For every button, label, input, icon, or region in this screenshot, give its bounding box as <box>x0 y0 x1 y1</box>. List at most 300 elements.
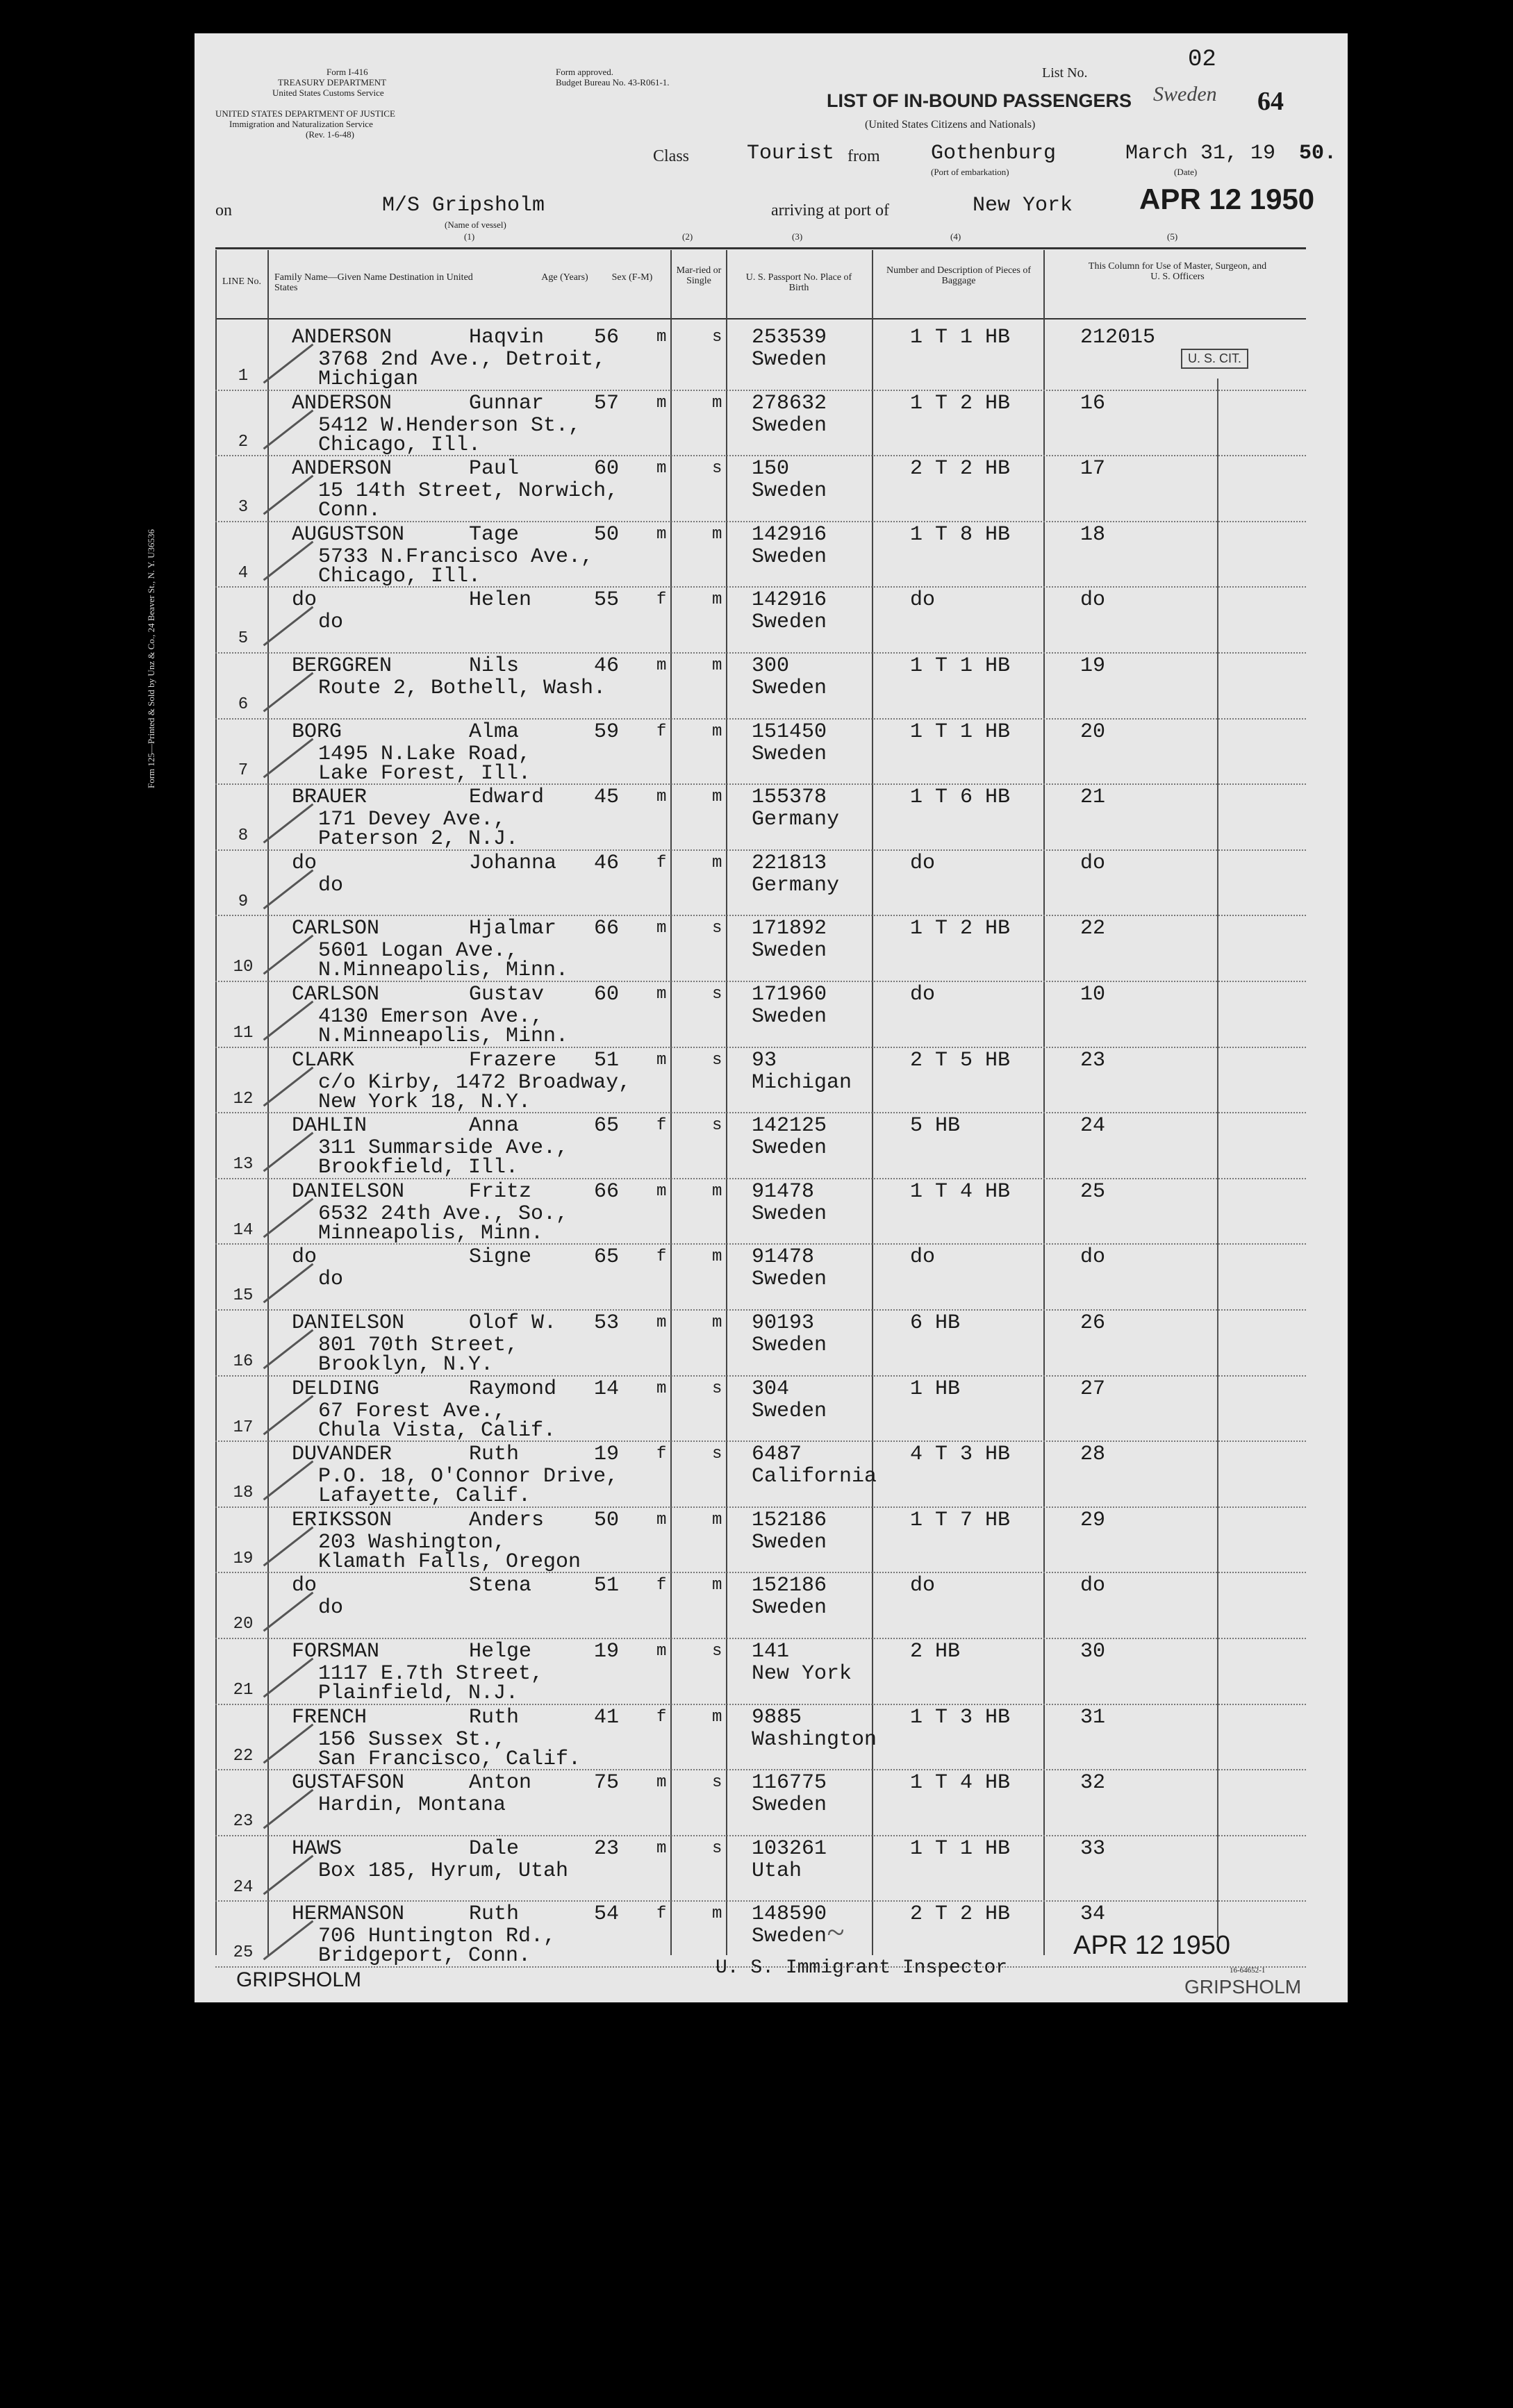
header-age: Age (Years) <box>541 272 588 283</box>
baggage: 1 T 2 HB <box>910 917 1011 941</box>
age: 66 <box>594 917 620 941</box>
address-line-2: Minneapolis, Minn. <box>318 1221 544 1245</box>
age: 55 <box>594 588 620 613</box>
officer-number: 10 <box>1080 983 1106 1006</box>
passport-number: 300 <box>752 654 790 678</box>
marital-status: s <box>712 1116 722 1136</box>
given-name: Olof W. <box>469 1311 557 1335</box>
vessel-caption: (Name of vessel) <box>445 219 506 230</box>
sex: m <box>656 1510 667 1529</box>
date-caption: (Date) <box>1174 167 1198 177</box>
table-top-rule <box>215 247 1306 249</box>
given-name: Edward <box>469 786 545 810</box>
list-subtitle: (United States Citizens and Nationals) <box>865 119 1036 131</box>
baggage: 1 T 4 HB <box>910 1179 1011 1204</box>
address-line-2: Chicago, Ill. <box>318 564 481 588</box>
family-name: CLARK <box>292 1048 355 1072</box>
officer-number: 30 <box>1080 1640 1106 1663</box>
baggage: 1 T 3 HB <box>910 1705 1011 1729</box>
family-name: DUVANDER <box>292 1443 392 1467</box>
officer-number: 18 <box>1080 522 1106 547</box>
marital-status: m <box>712 1247 722 1267</box>
baggage: 1 T 1 HB <box>910 1836 1011 1861</box>
officer-number: 25 <box>1080 1179 1106 1204</box>
passport-number: 253539 <box>752 326 827 349</box>
place-of-birth: Sweden <box>752 1334 827 1357</box>
place-of-birth: Sweden <box>752 1005 827 1029</box>
us-citizen-stamp: U. S. CIT. <box>1181 349 1248 369</box>
line-number: 7 <box>238 761 249 780</box>
table-row <box>0 983 1513 1049</box>
marital-status: m <box>712 853 722 872</box>
marital-status: m <box>712 590 722 610</box>
family-name: CARLSON <box>292 917 380 941</box>
line-number: 3 <box>238 498 249 517</box>
family-name: HAWS <box>292 1836 342 1861</box>
address-line-2: San Francisco, Calif. <box>318 1747 581 1771</box>
place-of-birth: Germany <box>752 808 840 832</box>
footer-code: 16-64652-1 <box>1230 1966 1266 1975</box>
address-line-2: Lafayette, Calif. <box>318 1484 531 1509</box>
line-number: 24 <box>233 1877 254 1897</box>
table-row <box>0 1575 1513 1640</box>
header-line-no: LINE No. <box>222 276 261 287</box>
place-of-birth: Sweden <box>752 413 827 438</box>
officer-number: 27 <box>1080 1377 1106 1401</box>
baggage: do <box>910 1245 936 1270</box>
budget-label: Budget Bureau No. 43-R061-1. <box>556 77 670 88</box>
given-name: Frazere <box>469 1048 557 1072</box>
family-name: ERIKSSON <box>292 1508 392 1532</box>
officer-number: 26 <box>1080 1311 1106 1335</box>
baggage: 1 HB <box>910 1377 961 1401</box>
passport-number: 171960 <box>752 983 827 1006</box>
address-line-1: Route 2, Bothell, Wash. <box>318 676 606 700</box>
address-line-2: Michigan <box>318 367 419 391</box>
punch-hole <box>129 229 163 263</box>
page-number: 64 <box>1257 87 1284 116</box>
table-row <box>0 655 1513 720</box>
line-number: 9 <box>238 892 249 911</box>
given-name: Anders <box>469 1508 545 1532</box>
family-name: DANIELSON <box>292 1311 405 1335</box>
age: 50 <box>594 1508 620 1532</box>
age: 41 <box>594 1705 620 1729</box>
address-line-1: do <box>318 1596 344 1620</box>
passport-number: 304 <box>752 1377 790 1401</box>
justice-label: UNITED STATES DEPARTMENT OF JUSTICE <box>215 108 395 119</box>
header-baggage: Number and Description of Pieces of Baggage <box>886 265 1031 286</box>
address-line-2: Chula Vista, Calif. <box>318 1418 556 1443</box>
family-name: BERGGREN <box>292 654 392 678</box>
given-name: Hjalmar <box>469 917 557 941</box>
age: 46 <box>594 851 620 875</box>
table-row <box>0 589 1513 654</box>
address-line-1: 706 Huntington Rd., <box>318 1925 556 1949</box>
family-name: BORG <box>292 720 342 744</box>
table-row <box>0 524 1513 589</box>
sex: m <box>656 1379 667 1398</box>
year-value: 50. <box>1299 142 1337 165</box>
address-line-2: Klamath Falls, Oregon <box>318 1550 581 1574</box>
baggage: 4 T 3 HB <box>910 1443 1011 1467</box>
inspector-signature: ~ <box>827 1914 844 1950</box>
passport-number: 151450 <box>752 720 827 744</box>
officer-number: 29 <box>1080 1508 1106 1532</box>
baggage: 2 HB <box>910 1640 961 1663</box>
given-name: Helge <box>469 1640 532 1663</box>
header-sex: Sex (F-M) <box>611 272 653 283</box>
passport-number: 6487 <box>752 1443 802 1467</box>
age: 66 <box>594 1179 620 1204</box>
line-number: 6 <box>238 695 249 714</box>
table-row <box>0 1312 1513 1377</box>
given-name: Stena <box>469 1574 532 1598</box>
officer-number: 22 <box>1080 917 1106 941</box>
baggage: do <box>910 851 936 875</box>
passport-number: 142916 <box>752 522 827 547</box>
age: 65 <box>594 1114 620 1138</box>
from-label: from <box>848 147 880 165</box>
treasury-label: TREASURY DEPARTMENT <box>278 77 387 88</box>
given-name: Nils <box>469 654 520 678</box>
footer-vessel: GRIPSHOLM <box>236 1968 362 1991</box>
sex: f <box>656 1116 667 1136</box>
marital-status: s <box>712 459 722 479</box>
address-line-2: N.Minneapolis, Minn. <box>318 958 569 983</box>
line-number: 20 <box>233 1615 254 1634</box>
baggage: 2 T 5 HB <box>910 1048 1011 1072</box>
passport-number: 150 <box>752 457 790 481</box>
line-number: 11 <box>233 1024 254 1043</box>
table-row <box>0 917 1513 983</box>
baggage: 1 T 2 HB <box>910 391 1011 415</box>
marital-status: s <box>712 1050 722 1070</box>
marital-status: m <box>712 393 722 413</box>
line-number: 1 <box>238 367 249 385</box>
col-num-5: (5) <box>1167 231 1178 242</box>
place-of-birth: Sweden <box>752 348 827 372</box>
punch-hole <box>154 86 188 119</box>
marital-status: m <box>712 1576 722 1595</box>
place-of-birth: Sweden <box>752 1202 827 1226</box>
table-row <box>0 392 1513 458</box>
given-name: Alma <box>469 720 520 744</box>
baggage: 1 T 1 HB <box>910 326 1011 349</box>
marital-status: m <box>712 524 722 544</box>
marital-status: s <box>712 328 722 347</box>
table-row <box>0 1049 1513 1115</box>
passport-number: 142916 <box>752 588 827 613</box>
passport-number: 93 <box>752 1048 777 1072</box>
given-name: Gustav <box>469 983 545 1006</box>
line-number: 17 <box>233 1418 254 1437</box>
marital-status: m <box>712 1510 722 1529</box>
family-name: ANDERSON <box>292 326 392 349</box>
embark-caption: (Port of embarkation) <box>931 167 1009 177</box>
age: 54 <box>594 1902 620 1927</box>
age: 19 <box>594 1640 620 1663</box>
address-line-1: 15 14th Street, Norwich, <box>318 479 619 504</box>
place-of-birth: Washington <box>752 1727 877 1752</box>
inspector-label: U. S. Immigrant Inspector <box>716 1957 1008 1979</box>
header-married: Mar-ried or Single <box>676 265 722 286</box>
given-name: Paul <box>469 457 520 481</box>
baggage: 1 T 1 HB <box>910 720 1011 744</box>
family-name: CARLSON <box>292 983 380 1006</box>
line-number: 25 <box>233 1943 254 1963</box>
printer-imprint: Form 125—Printed & Sold by Unz & Co., 24 Beaver St., N. Y. U36536 <box>146 529 156 788</box>
list-title: LIST OF IN-BOUND PASSENGERS <box>827 90 1132 111</box>
line-number: 21 <box>233 1681 254 1700</box>
passport-number: 141 <box>752 1640 790 1663</box>
family-name: DELDING <box>292 1377 380 1401</box>
place-of-birth: Sweden <box>752 479 827 504</box>
age: 23 <box>594 1836 620 1861</box>
family-name: BRAUER <box>292 786 367 810</box>
place-of-birth: Sweden <box>752 1530 827 1554</box>
family-name: DAHLIN <box>292 1114 367 1138</box>
officer-number: 20 <box>1080 720 1106 744</box>
officer-number: 16 <box>1080 391 1106 415</box>
date-value: March 31, 19 <box>1125 142 1276 165</box>
address-line-2: Paterson 2, N.J. <box>318 827 519 852</box>
header-name: Family Name—Given Name Destination in United States <box>274 272 473 293</box>
age: 14 <box>594 1377 620 1401</box>
col-num-3: (3) <box>792 231 803 242</box>
given-name: Raymond <box>469 1377 557 1401</box>
given-name: Fritz <box>469 1179 532 1204</box>
officer-number: 212015 <box>1080 326 1156 349</box>
sex: m <box>656 328 667 347</box>
age: 45 <box>594 786 620 810</box>
address-line-1: 801 70th Street, <box>318 1334 519 1357</box>
passport-number: 171892 <box>752 917 827 941</box>
marital-status: s <box>712 985 722 1004</box>
address-line-1: P.O. 18, O'Connor Drive, <box>318 1465 619 1489</box>
marital-status: s <box>712 1642 722 1661</box>
officer-number: do <box>1080 588 1106 613</box>
baggage: 6 HB <box>910 1311 961 1335</box>
address-line-1: 3768 2nd Ave., Detroit, <box>318 348 606 372</box>
place-of-birth: Sweden <box>752 545 827 569</box>
address-line-1: do <box>318 611 344 635</box>
place-of-birth: Sweden <box>752 1136 827 1161</box>
sex: m <box>656 524 667 544</box>
on-label: on <box>215 201 232 219</box>
sex: m <box>656 1773 667 1793</box>
table-row <box>0 786 1513 852</box>
line-number: 18 <box>233 1484 254 1503</box>
list-no-value: 02 <box>1188 47 1216 73</box>
ins-label: Immigration and Naturalization Service <box>229 119 373 129</box>
baggage: 2 T 2 HB <box>910 1902 1011 1927</box>
baggage: do <box>910 983 936 1006</box>
address-line-1: 5412 W.Henderson St., <box>318 413 581 438</box>
family-name: FORSMAN <box>292 1640 380 1663</box>
sex: f <box>656 590 667 610</box>
family-name: do <box>292 588 317 613</box>
line-number: 16 <box>233 1352 254 1371</box>
officer-number: 31 <box>1080 1705 1106 1729</box>
family-name: ANDERSON <box>292 391 392 415</box>
address-line-2: Brookfield, Ill. <box>318 1156 519 1180</box>
age: 46 <box>594 654 620 678</box>
age: 60 <box>594 983 620 1006</box>
table-row <box>0 1838 1513 1903</box>
place-of-birth: Sweden <box>752 1399 827 1423</box>
address-line-2: Bridgeport, Conn. <box>318 1944 531 1968</box>
address-line-2: Plainfield, N.J. <box>318 1682 519 1705</box>
table-row <box>0 326 1513 392</box>
from-value: Gothenburg <box>931 142 1057 165</box>
address-line-1: do <box>318 873 344 897</box>
family-name: AUGUSTSON <box>292 522 405 547</box>
baggage: do <box>910 1574 936 1598</box>
line-number: 4 <box>238 563 249 583</box>
marital-status: s <box>712 1773 722 1793</box>
address-line-2: New York 18, N.Y. <box>318 1090 531 1114</box>
sex: m <box>656 656 667 675</box>
marital-status: s <box>712 1445 722 1464</box>
header-passport: U. S. Passport No. Place of Birth <box>745 272 852 293</box>
handwritten-sweden: Sweden <box>1153 83 1217 106</box>
table-row <box>0 1246 1513 1311</box>
officer-number: 34 <box>1080 1902 1106 1927</box>
col-num-2: (2) <box>682 231 693 242</box>
place-of-birth: Michigan <box>752 1070 852 1095</box>
passport-number: 90193 <box>752 1311 815 1335</box>
line-number: 14 <box>233 1220 254 1240</box>
given-name: Ruth <box>469 1902 520 1927</box>
footer-date-stamp: APR 12 1950 <box>1073 1931 1231 1960</box>
address-line-2: Brooklyn, N.Y. <box>318 1353 494 1377</box>
given-name: Signe <box>469 1245 532 1270</box>
baggage: 1 T 7 HB <box>910 1508 1011 1532</box>
approved-label: Form approved. <box>556 67 614 77</box>
sex: m <box>656 1050 667 1070</box>
address-line-2: Lake Forest, Ill. <box>318 761 531 786</box>
passport-number: 152186 <box>752 1574 827 1598</box>
list-no-label: List No. <box>1042 65 1088 81</box>
table-row <box>0 1443 1513 1509</box>
port-value: New York <box>973 194 1073 217</box>
line-number: 19 <box>233 1549 254 1568</box>
address-line-1: 1495 N.Lake Road, <box>318 742 531 766</box>
age: 51 <box>594 1574 620 1598</box>
place-of-birth: Germany <box>752 873 840 897</box>
sex: m <box>656 1642 667 1661</box>
given-name: Dale <box>469 1836 520 1861</box>
table-row <box>0 1641 1513 1706</box>
passport-number: 116775 <box>752 1771 827 1795</box>
form-number: Form I-416 <box>326 67 368 77</box>
address-line-1: Box 185, Hyrum, Utah <box>318 1859 569 1883</box>
passport-number: 9885 <box>752 1705 802 1729</box>
sex: f <box>656 1445 667 1464</box>
address-line-2: Chicago, Ill. <box>318 433 481 457</box>
family-name: FRENCH <box>292 1705 367 1729</box>
baggage: 2 T 2 HB <box>910 457 1011 481</box>
line-number: 13 <box>233 1155 254 1174</box>
table-row <box>0 1115 1513 1180</box>
line-number: 2 <box>238 432 249 451</box>
sex: m <box>656 1181 667 1201</box>
sex: f <box>656 1904 667 1924</box>
officer-number: 28 <box>1080 1443 1106 1467</box>
age: 50 <box>594 522 620 547</box>
line-number: 22 <box>233 1746 254 1766</box>
baggage: 1 T 4 HB <box>910 1771 1011 1795</box>
marital-status: m <box>712 788 722 807</box>
baggage: 1 T 1 HB <box>910 654 1011 678</box>
place-of-birth: Sweden <box>752 742 827 766</box>
sex: m <box>656 1838 667 1858</box>
passport-number: 148590 <box>752 1902 827 1927</box>
address-line-1: 5601 Logan Ave., <box>318 939 519 963</box>
line-number: 10 <box>233 958 254 977</box>
officer-number: 17 <box>1080 457 1106 481</box>
officer-number: 24 <box>1080 1114 1106 1138</box>
given-name: Ruth <box>469 1443 520 1467</box>
passport-number: 155378 <box>752 786 827 810</box>
marital-status: s <box>712 919 722 938</box>
place-of-birth: Sweden <box>752 1793 827 1818</box>
place-of-birth: Sweden <box>752 611 827 635</box>
age: 65 <box>594 1245 620 1270</box>
age: 59 <box>594 720 620 744</box>
address-line-1: 1117 E.7th Street, <box>318 1662 544 1686</box>
passport-number: 103261 <box>752 1836 827 1861</box>
address-line-1: 171 Devey Ave., <box>318 808 506 832</box>
sex: f <box>656 1576 667 1595</box>
place-of-birth: New York <box>752 1662 852 1686</box>
sex: m <box>656 393 667 413</box>
header-bottom-rule <box>215 318 1306 319</box>
marital-status: m <box>712 1313 722 1332</box>
line-number: 15 <box>233 1286 254 1306</box>
sex: m <box>656 1313 667 1332</box>
arriving-label: arriving at port of <box>771 201 889 219</box>
family-name: GUSTAFSON <box>292 1771 405 1795</box>
marital-status: s <box>712 1838 722 1858</box>
col-num-1: (1) <box>464 231 475 242</box>
address-line-1: Hardin, Montana <box>318 1793 506 1818</box>
place-of-birth: Utah <box>752 1859 802 1883</box>
age: 53 <box>594 1311 620 1335</box>
sex: m <box>656 985 667 1004</box>
table-row <box>0 1378 1513 1443</box>
officer-number: do <box>1080 1245 1106 1270</box>
given-name: Helen <box>469 588 532 613</box>
line-number: 23 <box>233 1812 254 1832</box>
age: 56 <box>594 326 620 349</box>
officer-number: 19 <box>1080 654 1106 678</box>
address-line-1: 5733 N.Francisco Ave., <box>318 545 594 569</box>
marital-status: m <box>712 656 722 675</box>
place-of-birth: Sweden <box>752 676 827 700</box>
table-row <box>0 458 1513 523</box>
family-name: do <box>292 851 317 875</box>
footer-vessel-stamp: GRIPSHOLM <box>1184 1976 1302 1998</box>
marital-status: m <box>712 1707 722 1727</box>
given-name: Gunnar <box>469 391 545 415</box>
sex: m <box>656 788 667 807</box>
header-officers: This Column for Use of Master, Surgeon, and U. S. Officers <box>1088 261 1267 282</box>
table-row <box>0 1772 1513 1837</box>
given-name: Anton <box>469 1771 532 1795</box>
passport-number: 91478 <box>752 1179 815 1204</box>
